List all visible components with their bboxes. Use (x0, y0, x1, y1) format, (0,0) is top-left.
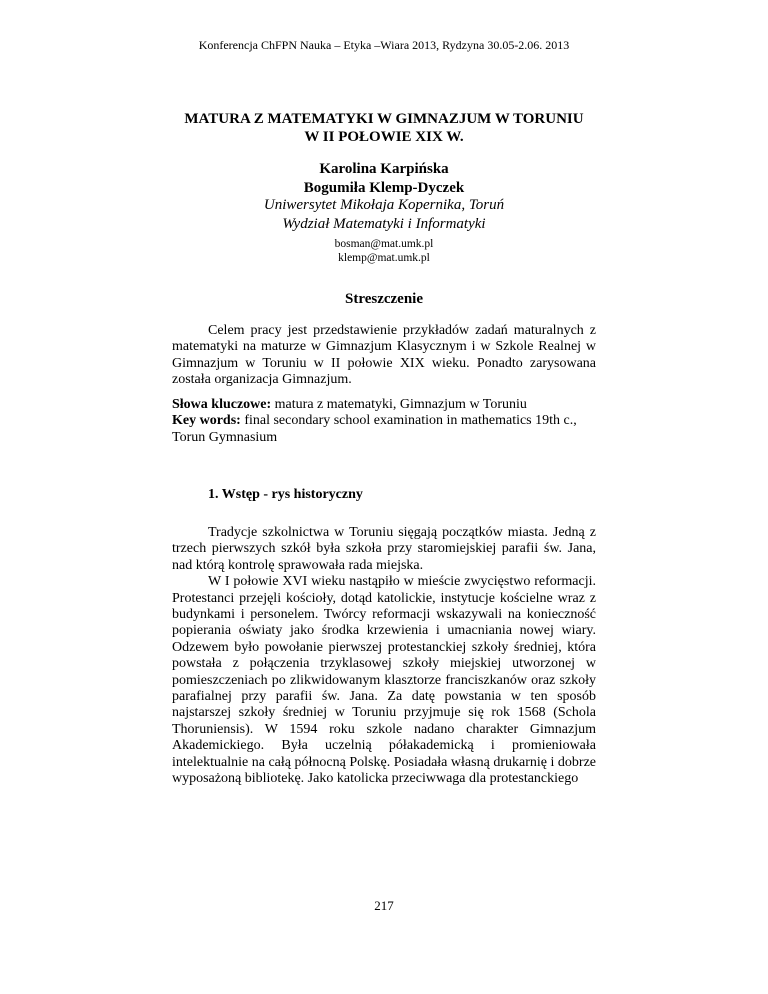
keywords-pl-label: Słowa kluczowe: (172, 397, 272, 412)
running-head: Konferencja ChFPN Nauka – Etyka –Wiara 2013, Rydzyna 30.05-2.06. 2013 (198, 38, 570, 52)
section-heading: 1. Wstęp - rys historyczny (208, 487, 363, 502)
page-number: 217 (374, 898, 394, 913)
paragraph: Tradycje szkolnictwa w Toruniu sięgają początków miasta. Jedną z trzech pierwszych szkół była szkoła przy staromiejskiej parafii św. Jana, nad którą kontrolę sprawowała rada miejska. (172, 525, 596, 573)
paper-title (0, 110, 768, 146)
keywords (172, 397, 596, 446)
author-list (0, 160, 768, 198)
keywords-pl-text: matura z matematyki, Gimnazjum w Toruniu (271, 397, 527, 412)
paragraph: W I połowie XVI wieku nastąpiło w mieście zwycięstwo reformacji. Protestanci przejęli kościoły, dotąd katolickie, instytucje kościelne wraz z budynkami i personelem. Twórcy reformacji wskazywali na konieczność popierania oświaty jako środka krzewienia i umacniania nowej wiary. Odzewem było powołanie pierwszej protestanckiej szkoły średniej, która powstała z połączenia trzyklasowej szkoły miejskiej utworzonej w pomieszczeniach po zlikwidowanym klasztorze franciszkanów oraz szkoły parafialnej przy parafii św. Jana. Za datę powstania w ten sposób najstarszej szkoły średniej w Toruniu przyjmuje się rok 1568 (Schola Thoruniensis). W 1594 roku szkole nadano charakter Gimnazjum Akademickiego. Była uczelnią półakademicką i promieniowała intelektualnie na całą północną Polskę. Posiadała własną drukarnię i dobrze wyposażoną bibliotekę. Jako katolicka przeciwwaga dla protestanckiego (172, 574, 596, 787)
affiliation-line: Wydział Matematyki i Informatyki (282, 216, 486, 232)
email-list (0, 237, 768, 265)
abstract-heading: Streszczenie (344, 291, 424, 307)
author-email: klemp@mat.umk.pl (338, 252, 430, 264)
keywords-en-text: final secondary school examination in mathematics 19th c., Torun Gymnasium (172, 413, 577, 445)
keywords-en (172, 413, 596, 446)
author-name: Karolina Karpińska (319, 161, 449, 177)
affiliation (0, 196, 768, 234)
author-name: Bogumiła Klemp-Dyczek (303, 180, 465, 196)
affiliation-line: Uniwersytet Mikołaja Kopernika, Toruń (263, 197, 505, 213)
body-text (172, 525, 596, 788)
title-line: MATURA Z MATEMATYKI W GIMNAZJUM W TORUNIU (184, 111, 584, 127)
title-line: W II POŁOWIE XIX W. (304, 129, 464, 145)
abstract-text: Celem pracy jest przedstawienie przykładów zadań maturalnych z matematyki na maturze w Gimnazjum Klasycznym i w Szkole Realnej w Gimnazjum w Toruniu w II połowie XIX wieku. Ponadto zarysowana została organizacja Gimnazjum. (172, 323, 596, 388)
keywords-en-label: Key words: (172, 413, 241, 429)
keywords-pl (172, 397, 596, 413)
author-email: bosman@mat.umk.pl (334, 238, 434, 250)
